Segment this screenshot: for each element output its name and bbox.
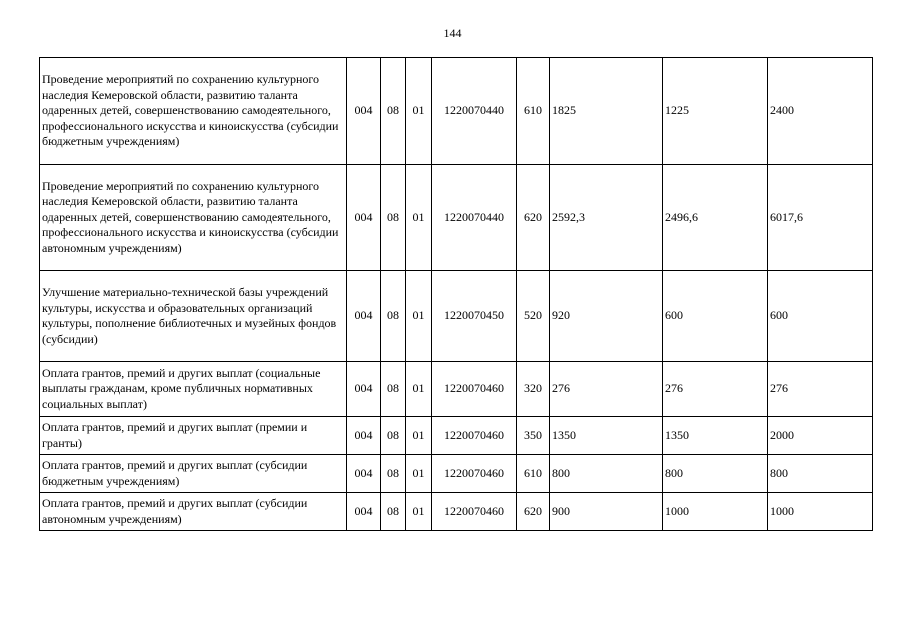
subsection-code-cell: 01	[406, 455, 432, 493]
ministry-code-cell: 004	[347, 455, 381, 493]
amount-year-2-cell: 1350	[663, 417, 768, 455]
section-code-cell: 08	[381, 165, 406, 271]
table-row	[40, 58, 873, 165]
target-article-cell: 1220070450	[432, 271, 517, 362]
amount-year-1-cell: 1825	[550, 58, 663, 165]
amount-year-2-cell: 600	[663, 271, 768, 362]
subsection-code-cell: 01	[406, 493, 432, 531]
target-article-cell: 1220070460	[432, 455, 517, 493]
ministry-code-cell: 004	[347, 58, 381, 165]
expense-type-cell: 620	[517, 493, 550, 531]
amount-year-3-cell: 2400	[768, 58, 873, 165]
target-article-cell: 1220070460	[432, 417, 517, 455]
ministry-code-cell: 004	[347, 493, 381, 531]
expense-name-cell: Оплата грантов, премий и других выплат (премии и гранты)	[40, 417, 347, 455]
subsection-code-cell: 01	[406, 271, 432, 362]
expense-type-cell: 610	[517, 58, 550, 165]
page-number: 144	[443, 26, 462, 40]
ministry-code-cell: 004	[347, 362, 381, 417]
ministry-code-cell: 004	[347, 417, 381, 455]
expense-name-cell: Оплата грантов, премий и других выплат (субсидии бюджетным учреждениям)	[40, 455, 347, 493]
ministry-code-cell: 004	[347, 165, 381, 271]
amount-year-1-cell: 276	[550, 362, 663, 417]
expense-type-cell: 610	[517, 455, 550, 493]
amount-year-1-cell: 1350	[550, 417, 663, 455]
target-article-cell: 1220070460	[432, 493, 517, 531]
section-code-cell: 08	[381, 455, 406, 493]
expense-type-cell: 520	[517, 271, 550, 362]
amount-year-3-cell: 1000	[768, 493, 873, 531]
target-article-cell: 1220070460	[432, 362, 517, 417]
section-code-cell: 08	[381, 417, 406, 455]
section-code-cell: 08	[381, 493, 406, 531]
table-row	[40, 493, 873, 531]
table-row	[40, 417, 873, 455]
amount-year-1-cell: 800	[550, 455, 663, 493]
amount-year-3-cell: 6017,6	[768, 165, 873, 271]
expense-type-cell: 350	[517, 417, 550, 455]
amount-year-2-cell: 1225	[663, 58, 768, 165]
amount-year-2-cell: 1000	[663, 493, 768, 531]
section-code-cell: 08	[381, 271, 406, 362]
amount-year-2-cell: 2496,6	[663, 165, 768, 271]
amount-year-2-cell: 276	[663, 362, 768, 417]
amount-year-1-cell: 920	[550, 271, 663, 362]
subsection-code-cell: 01	[406, 417, 432, 455]
section-code-cell: 08	[381, 58, 406, 165]
budget-table	[39, 57, 873, 531]
expense-type-cell: 320	[517, 362, 550, 417]
amount-year-3-cell: 2000	[768, 417, 873, 455]
amount-year-1-cell: 900	[550, 493, 663, 531]
ministry-code-cell: 004	[347, 271, 381, 362]
amount-year-3-cell: 600	[768, 271, 873, 362]
amount-year-2-cell: 800	[663, 455, 768, 493]
table-row	[40, 165, 873, 271]
subsection-code-cell: 01	[406, 165, 432, 271]
subsection-code-cell: 01	[406, 58, 432, 165]
expense-name-cell: Оплата грантов, премий и других выплат (социальные выплаты гражданам, кроме публичных нормативных социальных выплат)	[40, 362, 347, 417]
expense-name-cell: Проведение мероприятий по сохранению культурного наследия Кемеровской области, развитию таланта одаренных детей, совершенствованию самодеятельного, профессионального искусства и киноискусства (субсидии автономным учреждениям)	[40, 165, 347, 271]
expense-type-cell: 620	[517, 165, 550, 271]
amount-year-3-cell: 276	[768, 362, 873, 417]
amount-year-3-cell: 800	[768, 455, 873, 493]
amount-year-1-cell: 2592,3	[550, 165, 663, 271]
table-row	[40, 362, 873, 417]
subsection-code-cell: 01	[406, 362, 432, 417]
target-article-cell: 1220070440	[432, 165, 517, 271]
table-row	[40, 455, 873, 493]
table-row	[40, 271, 873, 362]
expense-name-cell: Проведение мероприятий по сохранению культурного наследия Кемеровской области, развитию таланта одаренных детей, совершенствованию самодеятельного, профессионального искусства и киноискусства (субсидии бюджетным учреждениям)	[40, 58, 347, 165]
expense-name-cell: Улучшение материально-технической базы учреждений культуры, искусства и образовательных организаций культуры, пополнение библиотечных и музейных фондов (субсидии)	[40, 271, 347, 362]
expense-name-cell: Оплата грантов, премий и других выплат (субсидии автономным учреждениям)	[40, 493, 347, 531]
target-article-cell: 1220070440	[432, 58, 517, 165]
section-code-cell: 08	[381, 362, 406, 417]
